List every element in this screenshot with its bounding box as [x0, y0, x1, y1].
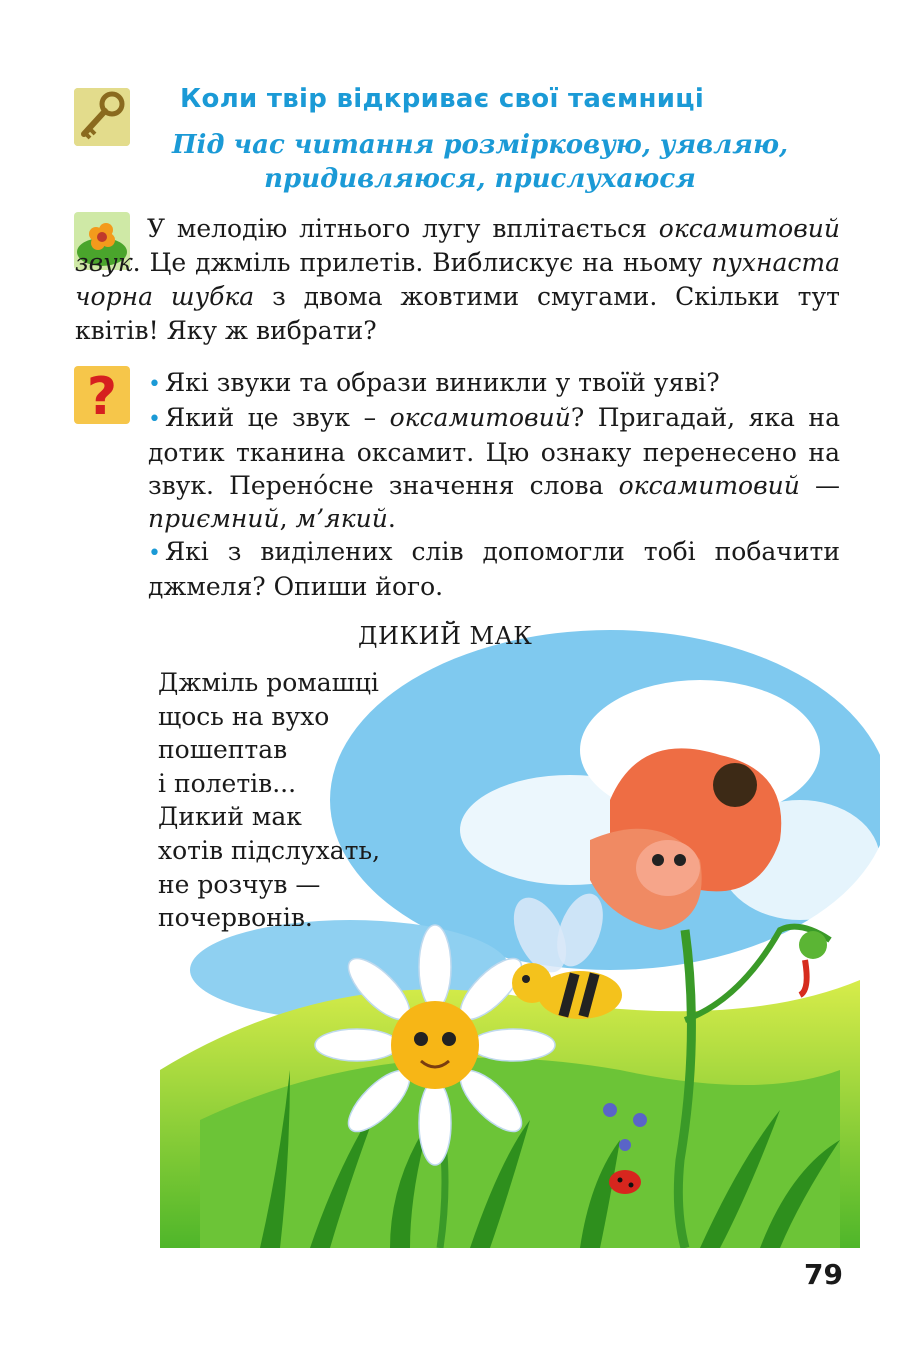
bullet: • [148, 372, 161, 397]
page-number: 79 [804, 1258, 843, 1291]
poem-line: щось на вухо [158, 701, 330, 731]
emphasis-velvet-sound: оксамитовий звук [75, 214, 840, 277]
poem-title: ДИКИЙ МАК [358, 622, 533, 650]
question-3: • Які з виділених слів допомогли тобі побачити джмеля? Опиши його. [148, 537, 840, 601]
poem-text [158, 666, 380, 935]
svg-text:?: ? [86, 367, 118, 424]
poem-line: Дикий мак [158, 802, 302, 832]
poem-line: і полетів... [158, 768, 297, 798]
poem-line: не розчув — [158, 869, 321, 899]
question-2: • Який це звук – оксамитовий? Пригадай, яка на дотик тканина оксамит. Цю ознаку перенесено на звук. Перено́сне значення слова оксамитовий — приємний, м’який. [148, 403, 840, 533]
bullet: • [148, 407, 161, 432]
bullet: • [148, 541, 161, 566]
subtitle-line-1: Під час читання розмірковую, уявляю, [171, 130, 789, 160]
questions-block [148, 366, 840, 603]
intro-paragraph: У мелодію літнього лугу вплітається оксамитовий звук. Це джміль прилетів. Виблискує на ньому пухнаста чорна шубка з двома жовтими смугами. Скільки тут квітів! Яку ж вибрати? [75, 214, 840, 345]
emphasis-fluffy-coat: пухнаста чорна шубка [75, 248, 840, 311]
poem-line: Джміль ромашці [158, 668, 379, 697]
poem-line: хотів підслухать, [158, 835, 381, 865]
section-subtitle [150, 128, 810, 196]
question-1: • Які звуки та образи виникли у твоїй уяві? [148, 368, 720, 397]
question-mark-icon [74, 366, 130, 424]
key-icon [74, 88, 130, 146]
poem-line: пошептав [158, 735, 288, 765]
subtitle-line-2: придивляюся, прислухаюся [264, 164, 696, 194]
poem-line: почервонів. [158, 903, 313, 933]
section-title: Коли твір відкриває свої таємниці [180, 84, 705, 114]
